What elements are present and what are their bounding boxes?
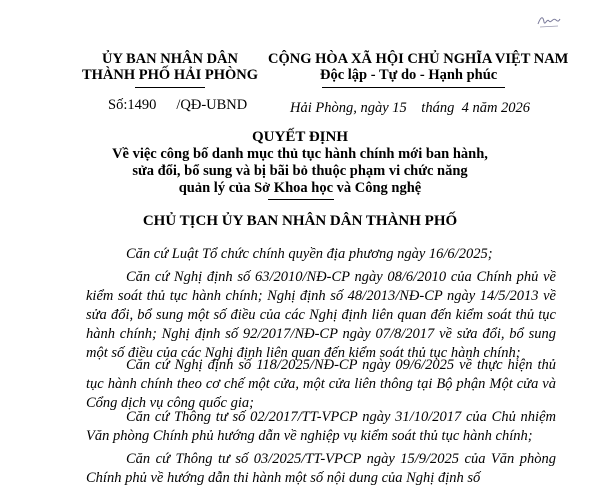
title-underline <box>268 199 334 200</box>
decision-subject-line3: quản lý của Sở Khoa học và Công nghệ <box>178 180 422 196</box>
number-label: Số: <box>108 97 128 113</box>
legal-basis-paragraph-3: Căn cứ Nghị định số 118/2025/NĐ-CP ngày 09/6/2025 về thực hiện thủ tục hành chính theo cơ chế một cửa, một cửa liên thông tại Bộ phận Một cửa và Cổng dịch vụ công quốc gia; <box>86 357 556 411</box>
issuing-authority: CHỦ TỊCH ỦY BAN NHÂN DÂN THÀNH PHỐ <box>142 213 458 229</box>
decision-subject-line2: sửa đổi, bổ sung và bị bãi bỏ thuộc phạm vi chức năng <box>132 163 468 179</box>
national-motto: Độc lập - Tự do - Hạnh phúc <box>320 67 498 83</box>
agency-name-line2: THÀNH PHỐ HẢI PHÒNG <box>81 67 259 83</box>
document-number <box>108 97 247 114</box>
agency-name-line1: ỦY BAN NHÂN DÂN <box>101 51 238 67</box>
place-date: Hải Phòng, ngày 15 tháng 4 năm 2026 <box>290 100 531 116</box>
number-suffix: /QĐ-UBND <box>176 97 248 113</box>
legal-basis-paragraph-1: Căn cứ Luật Tổ chức chính quyền địa phương ngày 16/6/2025; <box>126 246 493 262</box>
number-value: 1490 <box>127 97 157 113</box>
signature-mark <box>536 12 562 30</box>
decision-title: QUYẾT ĐỊNH <box>252 129 348 145</box>
decision-subject-line1: Về việc công bố danh mục thủ tục hành chính mới ban hành, <box>112 146 488 162</box>
national-title: CỘNG HÒA XÃ HỘI CHỦ NGHĨA VIỆT NAM <box>268 51 569 67</box>
motto-underline <box>322 87 505 88</box>
legal-basis-paragraph-2: Căn cứ Nghị định số 63/2010/NĐ-CP ngày 08/6/2010 của Chính phủ về kiểm soát thủ tục hành chính; Nghị định số 48/2013/NĐ-CP ngày 14/5/2013 về sửa đổi, bổ sung một số điều của các Nghị định liên quan đến kiểm soát thủ tục hành chính; Nghị định số 92/2017/NĐ-CP ngày 07/8/2017 về sửa đổi, bổ sung một số điều của các Nghị định liên quan đến kiểm soát thủ tục hành chính; <box>86 269 556 361</box>
legal-basis-paragraph-5: Căn cứ Thông tư số 03/2025/TT-VPCP ngày 15/9/2025 của Văn phòng Chính phủ về hướng dẫn thi hành một số nội dung của Nghị định số <box>86 451 556 486</box>
agency-underline <box>135 87 205 88</box>
legal-basis-paragraph-4: Căn cứ Thông tư số 02/2017/TT-VPCP ngày 31/10/2017 của Chủ nhiệm Văn phòng Chính phủ hướng dẫn về nghiệp vụ kiểm soát thủ tục hành chính; <box>86 409 556 444</box>
